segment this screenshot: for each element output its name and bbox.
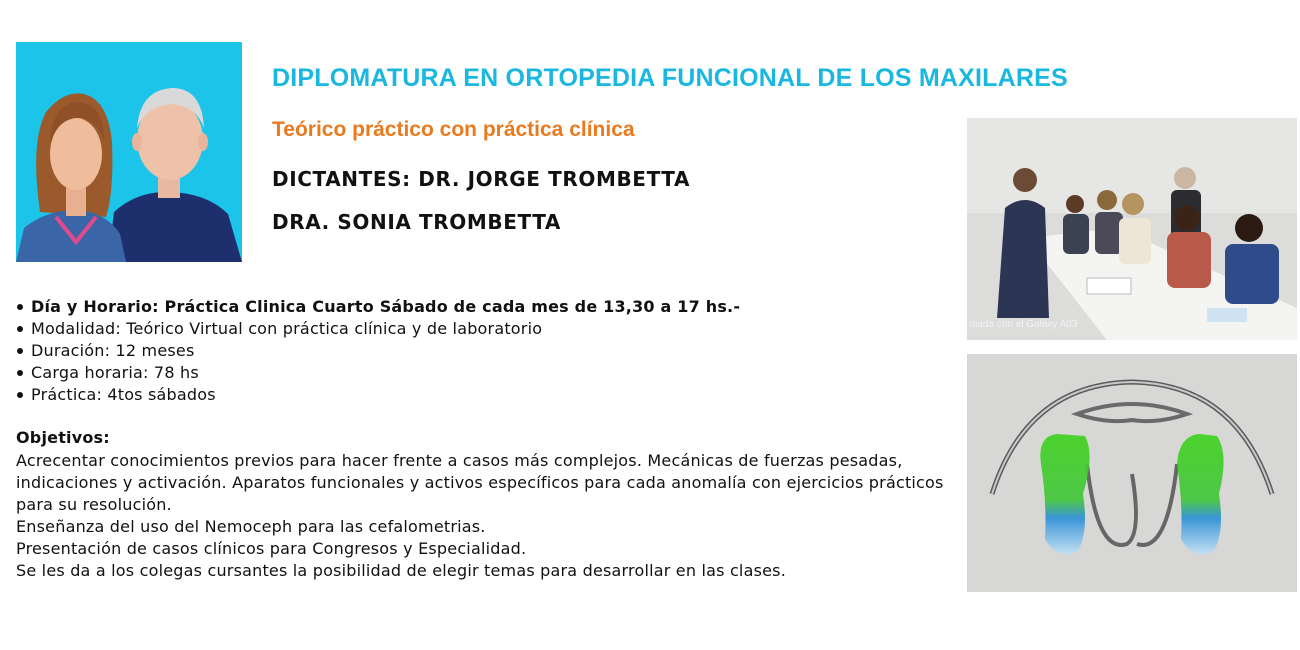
objectives-heading: Objetivos:: [16, 428, 110, 447]
objective-paragraph: Enseñanza del uso del Nemoceph para las cefalometrias.: [16, 517, 486, 536]
detail-schedule: Día y Horario: Práctica Clinica Cuarto Sábado de cada mes de 13,30 a 17 hs.-: [16, 296, 916, 318]
detail-modality: Modalidad: Teórico Virtual con práctica clínica y de laboratorio: [16, 318, 916, 340]
page-title: DIPLOMATURA EN ORTOPEDIA FUNCIONAL DE LOS MAXILARES: [272, 64, 1068, 92]
objective-paragraph: Se les da a los colegas cursantes la posibilidad de elegir temas para desarrollar en las clases.: [16, 561, 786, 580]
objective-paragraph: Acrecentar conocimientos previos para hacer frente a casos más complejos. Mecánicas de fuerzas pesadas, indicaciones y activación. Aparatos funcionales y activos específicos para cada anomalía con ejercicios prácticos para su resolución.: [16, 451, 944, 514]
detail-duration: Duración: 12 meses: [16, 340, 916, 362]
speakers-photo: [16, 42, 242, 262]
detail-practice: Práctica: 4tos sábados: [16, 384, 916, 406]
photo-watermark: mada con el Galaxy A03: [969, 319, 1078, 330]
appliance-photo: [967, 354, 1297, 592]
objective-paragraph: Presentación de casos clínicos para Congresos y Especialidad.: [16, 539, 527, 558]
course-details-list: [16, 296, 916, 406]
objectives-body: [16, 450, 946, 582]
speaker-line-1: DICTANTES: DR. JORGE TROMBETTA: [272, 167, 691, 191]
appliance-illustration: [967, 354, 1297, 592]
speakers-illustration: [16, 42, 242, 262]
classroom-illustration: [967, 118, 1297, 340]
detail-workload: Carga horaria: 78 hs: [16, 362, 916, 384]
page-subtitle: Teórico práctico con práctica clínica: [272, 118, 635, 141]
classroom-photo: [967, 118, 1297, 340]
speaker-line-2: DRA. SONIA TROMBETTA: [272, 210, 561, 234]
